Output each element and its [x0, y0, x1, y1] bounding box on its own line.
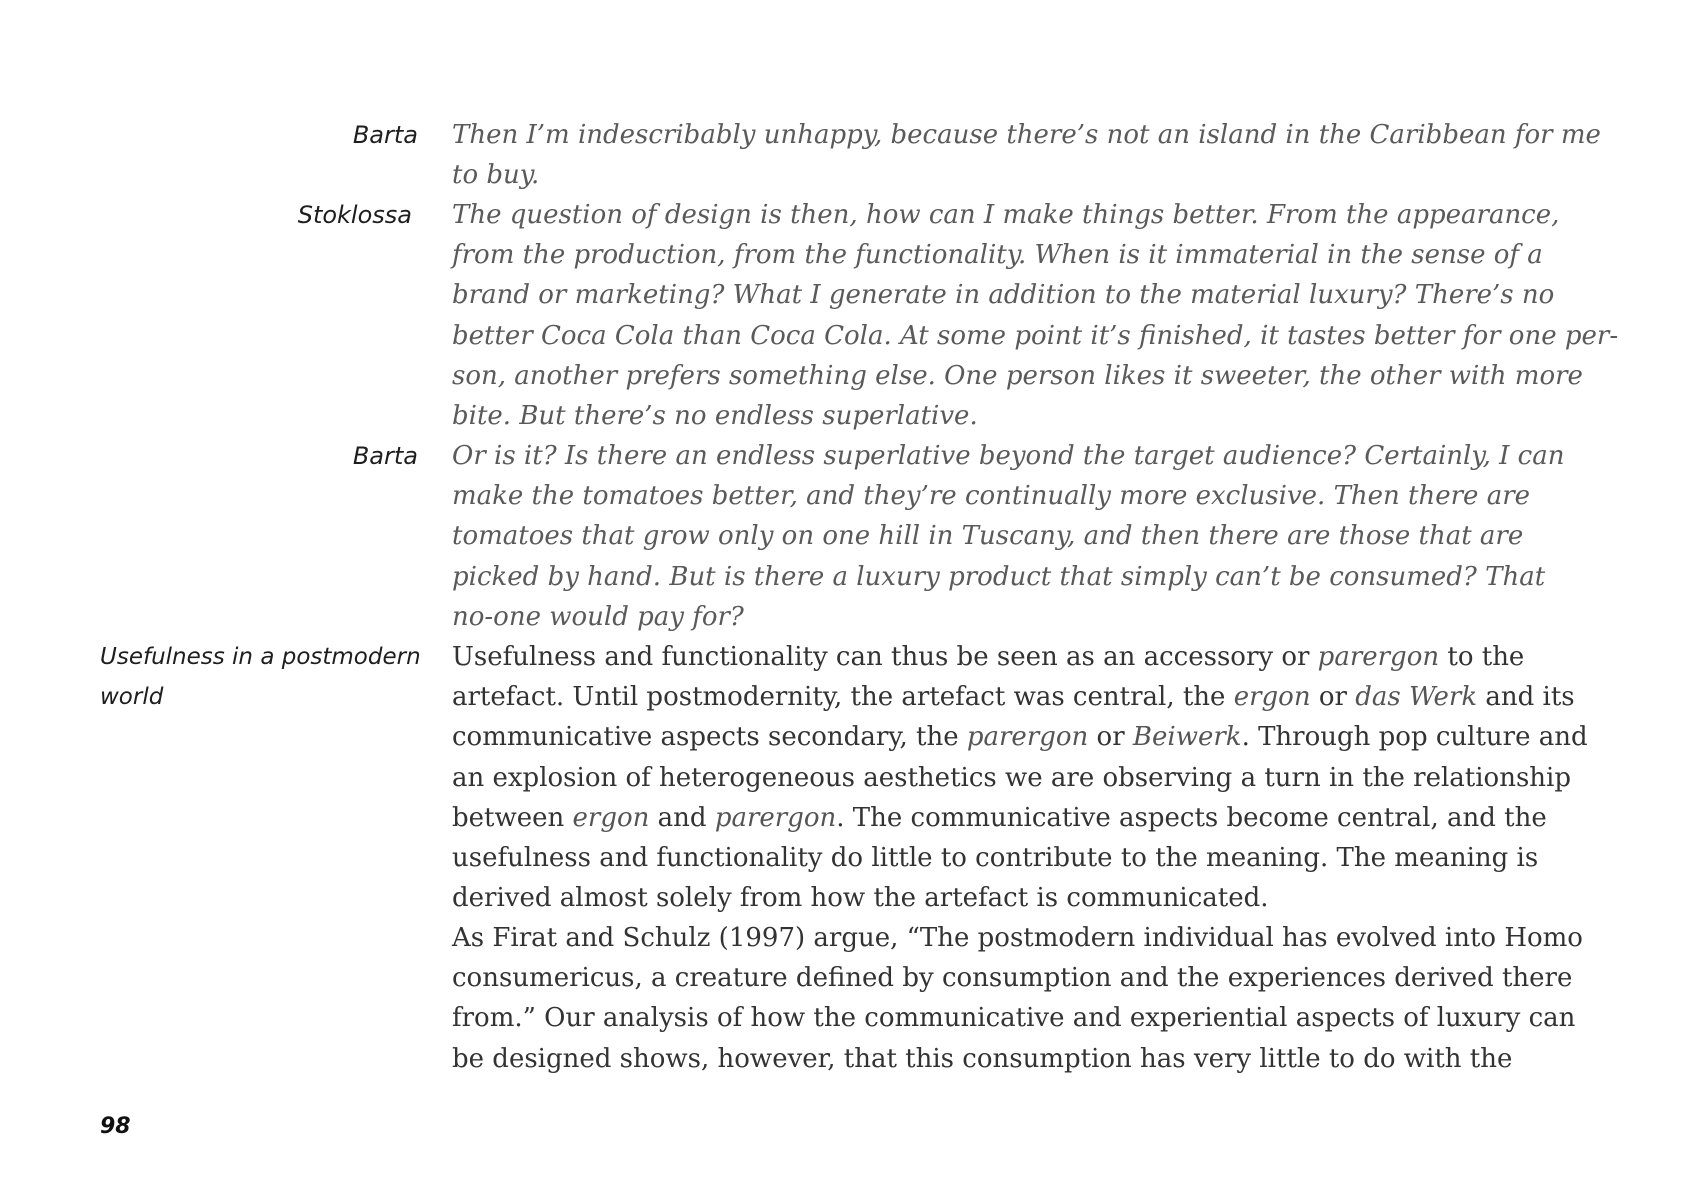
- speaker-name: Barta: [352, 121, 418, 149]
- speaker-name: Barta: [352, 442, 418, 470]
- body-line: communicative aspects secondary, the parergon or Beiwerk. Through pop culture and: [452, 722, 1588, 753]
- body-line: consumericus, a creature defined by consumption and the experiences derived there: [452, 963, 1573, 994]
- speech-line: brand or marketing? What I generate in addition to the material luxury? There’s no: [452, 280, 1555, 311]
- body-line: As Firat and Schulz (1997) argue, “The postmodern individual has evolved into Homo: [452, 923, 1583, 953]
- body-paragraph: [452, 637, 1608, 918]
- speech-line: The question of design is then, how can I make things better. From the appearance,: [452, 200, 1560, 230]
- body-line: usefulness and functionality do little to contribute to the meaning. The meaning is: [452, 843, 1539, 874]
- body-line: derived almost solely from how the artefact is communicated.: [452, 883, 1269, 914]
- speech-line: from the production, from the functionality. When is it immaterial in the sense of a: [452, 240, 1543, 271]
- section-note-line: world: [100, 684, 164, 710]
- body-line: artefact. Until postmodernity, the artefact was central, the ergon or das Werk and its: [452, 682, 1575, 713]
- speaker-name: Stoklossa: [297, 201, 412, 229]
- page-number: 98: [100, 1114, 131, 1139]
- speech-line: tomatoes that grow only on one hill in Tuscany, and then there are those that are: [452, 521, 1524, 552]
- speech-line: better Coca Cola than Coca Cola. At some point it’s finished, it tastes better for one per-: [452, 320, 1619, 351]
- body-line: an explosion of heterogeneous aesthetics we are observing a turn in the relationship: [452, 762, 1572, 793]
- speech-text: [452, 195, 1619, 436]
- speech-line: Or is it? Is there an endless superlative beyond the target audience? Certainly, I can: [452, 441, 1565, 471]
- speech-line: bite. But there’s no endless superlative.: [452, 401, 978, 432]
- body-line: Usefulness and functionality can thus be seen as an accessory or parergon to the: [452, 642, 1525, 672]
- speech-line: son, another prefers something else. One person likes it sweeter, the other with more: [452, 360, 1583, 391]
- body-paragraph: [452, 918, 1608, 1079]
- speech-text: [452, 115, 1608, 195]
- section-note-line: Usefulness in a postmodern: [100, 644, 421, 670]
- speech-line: Then I’m indescribably unhappy, because there’s not an island in the Caribbean for me: [452, 120, 1601, 150]
- body-line: be designed shows, however, that this consumption has very little to do with the: [452, 1043, 1513, 1074]
- body-line: between ergon and parergon. The communicative aspects become central, and the: [452, 802, 1547, 833]
- body-line: from.” Our analysis of how the communicative and experiential aspects of luxury can: [452, 1003, 1576, 1034]
- section-margin-note: [100, 637, 430, 717]
- speech-line: make the tomatoes better, and they’re continually more exclusive. Then there are: [452, 481, 1531, 512]
- speech-line: no-one would pay for?: [452, 601, 744, 632]
- speech-line: picked by hand. But is there a luxury product that simply can’t be consumed? That: [452, 561, 1546, 592]
- speech-text: [452, 436, 1608, 637]
- speech-line: to buy.: [452, 160, 540, 191]
